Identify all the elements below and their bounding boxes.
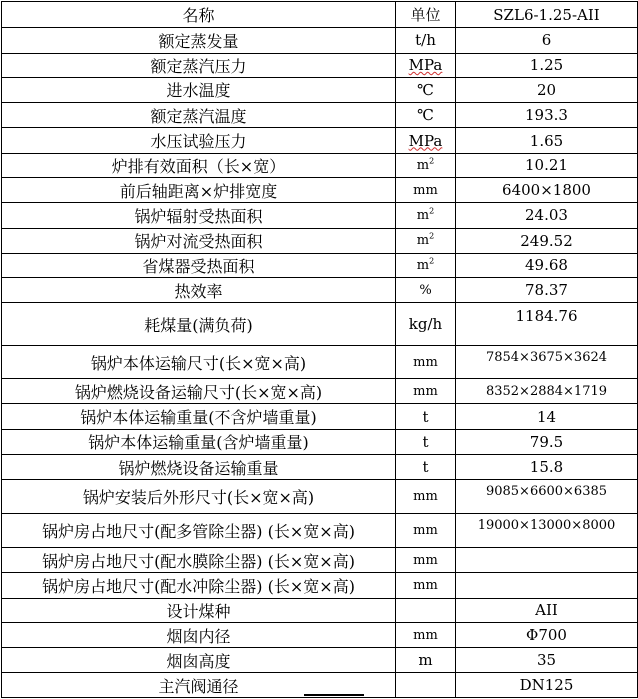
- row-value: 1.65: [456, 128, 638, 153]
- table-row: [2, 278, 638, 303]
- row-name: 耗煤量(满负荷): [2, 303, 396, 345]
- row-name: 锅炉房占地尺寸(配水冲除尘器) (长×宽×高): [2, 573, 396, 598]
- header-model: SZL6-1.25-AII: [456, 2, 638, 28]
- row-name: 锅炉房占地尺寸(配多管除尘器) (长×宽×高): [2, 513, 396, 547]
- bottom-rule: [304, 694, 364, 696]
- boiler-spec-table: [1, 1, 638, 698]
- row-unit-text: MPa: [408, 56, 443, 75]
- row-name: 锅炉房占地尺寸(配水膜除尘器) (长×宽×高): [2, 548, 396, 573]
- row-value: 15.8: [456, 455, 638, 480]
- row-value: 24.03: [456, 203, 638, 228]
- row-unit: $m^2$: [396, 228, 456, 253]
- row-value: AII: [456, 598, 638, 622]
- row-unit: kg/h: [396, 303, 456, 345]
- row-value: 14: [456, 404, 638, 429]
- row-unit: $m^2$: [396, 203, 456, 228]
- unit-exponent: 2: [429, 206, 435, 216]
- row-unit: [396, 673, 456, 698]
- row-name: 锅炉本体运输重量(不含炉墙重量): [2, 404, 396, 429]
- row-value: 249.52: [456, 228, 638, 253]
- table-row: [2, 379, 638, 404]
- row-name: 锅炉燃烧设备运输尺寸(长×宽×高): [2, 379, 396, 404]
- row-value: 78.37: [456, 278, 638, 303]
- row-value: 9085×6600×6385: [456, 480, 638, 513]
- row-name: 锅炉本体运输尺寸(长×宽×高): [2, 345, 396, 378]
- table-row: [2, 177, 638, 202]
- table-row: [2, 303, 638, 345]
- header-unit: 单位: [396, 2, 456, 28]
- table-row: [2, 153, 638, 177]
- row-unit: mm: [396, 513, 456, 547]
- row-value: [456, 548, 638, 573]
- row-value: Φ700: [456, 622, 638, 647]
- row-value: 1184.76: [456, 303, 638, 345]
- row-unit: t/h: [396, 28, 456, 53]
- row-value: DN125: [456, 673, 638, 698]
- row-name: 锅炉对流受热面积: [2, 228, 396, 253]
- table-row: [2, 53, 638, 77]
- row-value: 19000×13000×8000: [456, 513, 638, 547]
- row-unit: mm: [396, 480, 456, 513]
- unit-exponent: 2: [429, 256, 435, 266]
- row-name: 主汽阀通径: [2, 673, 396, 698]
- table-row: [2, 103, 638, 128]
- row-unit: %: [396, 278, 456, 303]
- unit-exponent: 2: [429, 156, 435, 166]
- row-unit: mm: [396, 548, 456, 573]
- row-value: 8352×2884×1719: [456, 379, 638, 404]
- row-unit: m: [396, 648, 456, 673]
- row-name: 水压试验压力: [2, 128, 396, 153]
- row-unit: [396, 128, 456, 153]
- row-name: 设计煤种: [2, 598, 396, 622]
- header-name: 名称: [2, 2, 396, 28]
- row-unit: [396, 53, 456, 77]
- row-unit-text: MPa: [408, 131, 443, 150]
- row-unit: ℃: [396, 77, 456, 102]
- table-row: [2, 28, 638, 53]
- table-row: [2, 480, 638, 513]
- row-name: 锅炉安装后外形尺寸(长×宽×高): [2, 480, 396, 513]
- row-value: 10.21: [456, 153, 638, 177]
- row-value: 193.3: [456, 103, 638, 128]
- row-name: 烟囱高度: [2, 648, 396, 673]
- row-unit: $m^2$: [396, 253, 456, 277]
- row-name: 锅炉本体运输重量(含炉墙重量): [2, 429, 396, 454]
- row-name: 额定蒸发量: [2, 28, 396, 53]
- row-name: 热效率: [2, 278, 396, 303]
- table-row: [2, 203, 638, 228]
- row-value: 35: [456, 648, 638, 673]
- table-row: [2, 573, 638, 598]
- table-row: [2, 77, 638, 102]
- table-row: [2, 228, 638, 253]
- row-value: 1.25: [456, 53, 638, 77]
- row-name: 锅炉燃烧设备运输重量: [2, 455, 396, 480]
- table-row: [2, 622, 638, 647]
- row-name: 烟囱内径: [2, 622, 396, 647]
- row-name: 锅炉辐射受热面积: [2, 203, 396, 228]
- row-value: 20: [456, 77, 638, 102]
- table-row: [2, 253, 638, 277]
- table-row: [2, 455, 638, 480]
- table-row: [2, 404, 638, 429]
- unit-exponent: 2: [429, 231, 435, 241]
- row-name: 额定蒸汽温度: [2, 103, 396, 128]
- header-row: [2, 2, 638, 28]
- row-unit: mm: [396, 573, 456, 598]
- row-unit: [396, 598, 456, 622]
- row-unit: t: [396, 455, 456, 480]
- row-unit: mm: [396, 177, 456, 202]
- row-value: 6: [456, 28, 638, 53]
- row-unit: ℃: [396, 103, 456, 128]
- row-name: 炉排有效面积（长×宽）: [2, 153, 396, 177]
- table-row: [2, 345, 638, 378]
- row-name: 进水温度: [2, 77, 396, 102]
- row-value: 7854×3675×3624: [456, 345, 638, 378]
- table-row: [2, 648, 638, 673]
- row-unit: mm: [396, 622, 456, 647]
- row-name: 额定蒸汽压力: [2, 53, 396, 77]
- table-row: [2, 513, 638, 547]
- row-value: 49.68: [456, 253, 638, 277]
- table-row: [2, 548, 638, 573]
- row-unit: mm: [396, 379, 456, 404]
- row-name: 前后轴距离×炉排宽度: [2, 177, 396, 202]
- row-name: 省煤器受热面积: [2, 253, 396, 277]
- table-row: [2, 429, 638, 454]
- row-value: [456, 573, 638, 598]
- row-unit: $m^2$: [396, 153, 456, 177]
- table-row: [2, 598, 638, 622]
- row-unit: t: [396, 404, 456, 429]
- row-value: 79.5: [456, 429, 638, 454]
- row-unit: t: [396, 429, 456, 454]
- row-value: 6400×1800: [456, 177, 638, 202]
- row-unit: mm: [396, 345, 456, 378]
- table-row: [2, 128, 638, 153]
